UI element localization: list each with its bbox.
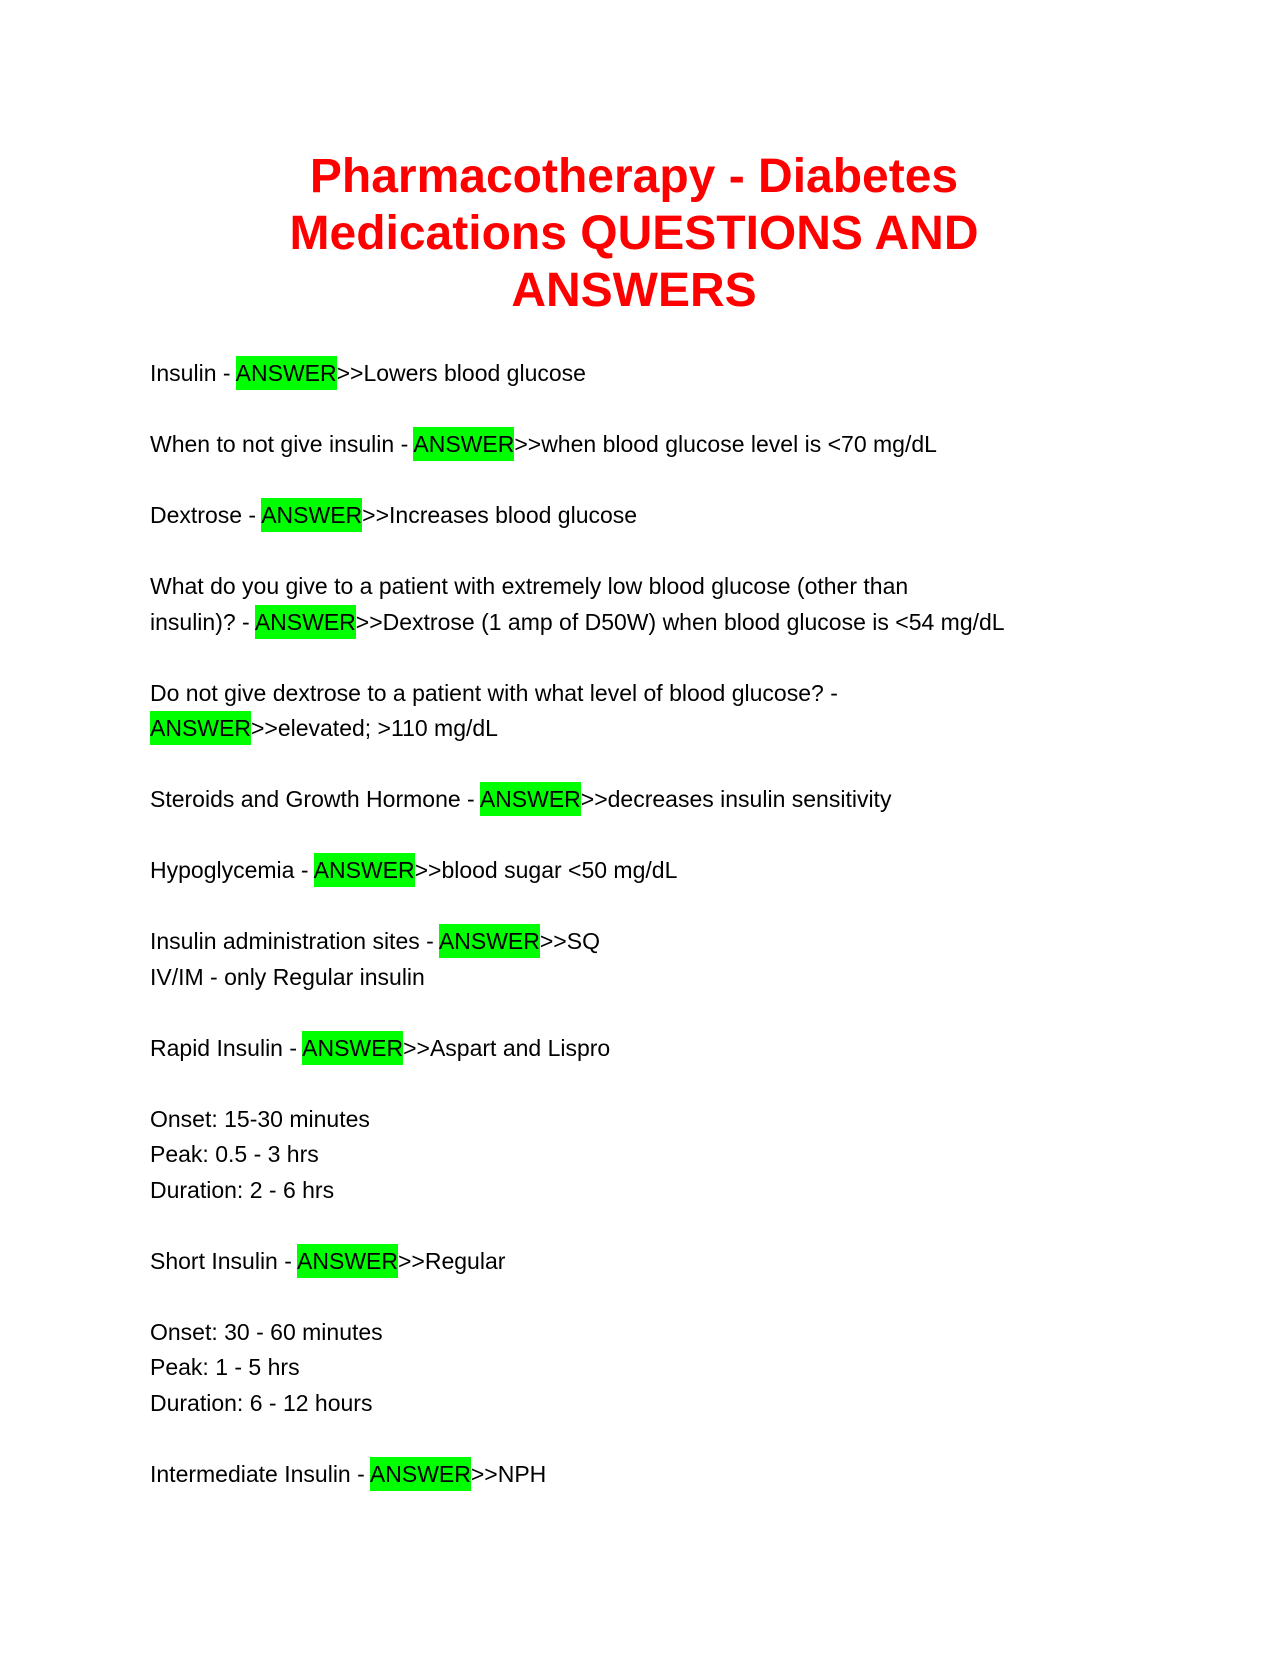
answer-label: ANSWER	[255, 605, 356, 639]
title-line: Medications QUESTIONS AND	[289, 207, 979, 260]
question-text: When to not give insulin -	[150, 431, 414, 457]
question-text: Hypoglycemia -	[150, 857, 314, 883]
answer-label: ANSWER	[236, 356, 337, 390]
question-text: Insulin -	[150, 360, 236, 386]
qa-line	[150, 1031, 1170, 1067]
title-line: ANSWERS	[511, 264, 757, 317]
qa-item	[150, 427, 1170, 463]
qa-item	[150, 498, 1170, 534]
answer-label: ANSWER	[413, 427, 514, 461]
document-title	[0, 148, 1268, 319]
qa-item	[150, 1457, 1170, 1493]
question-text: Insulin administration sites -	[150, 928, 439, 954]
answer-label: ANSWER	[439, 924, 540, 958]
question-text: Dextrose -	[150, 502, 262, 528]
qa-line	[150, 782, 1170, 818]
question-text: Short Insulin -	[150, 1247, 298, 1274]
detail-line: Duration: 6 - 12 hours	[150, 1389, 373, 1416]
answer-text: >>elevated; >110 mg/dL	[250, 715, 498, 741]
qa-line	[150, 427, 1170, 463]
answer-text: >>blood sugar <50 mg/dL	[414, 857, 678, 883]
qa-item	[150, 782, 1170, 818]
answer-label: ANSWER	[302, 1031, 403, 1065]
answer-label: ANSWER	[314, 853, 415, 887]
qa-item	[150, 356, 1170, 392]
answer-label: ANSWER	[150, 711, 251, 745]
answer-label: ANSWER	[480, 782, 581, 816]
qa-line	[150, 711, 1170, 747]
detail-line: Peak: 1 - 5 hrs	[150, 1354, 300, 1380]
qa-line	[150, 1244, 1170, 1280]
qa-line	[150, 356, 1170, 392]
detail-line: Duration: 2 - 6 hrs	[150, 1176, 335, 1203]
answer-extra: IV/IM - only Regular insulin	[150, 963, 425, 990]
qa-line	[150, 924, 1170, 960]
title-line: Pharmacotherapy - Diabetes	[309, 150, 959, 203]
answer-label: ANSWER	[370, 1457, 471, 1491]
question-text: What do you give to a patient with extremely low blood glucose (other than	[150, 573, 909, 599]
qa-line	[150, 853, 1170, 889]
answer-text: >>when blood glucose level is <70 mg/dL	[514, 431, 937, 457]
detail-line: Onset: 15-30 minutes	[150, 1105, 370, 1132]
question-text: Rapid Insulin -	[150, 1034, 303, 1061]
question-text: insulin)? -	[150, 608, 255, 635]
answer-text: >>SQ	[539, 928, 600, 954]
answer-label: ANSWER	[297, 1244, 398, 1278]
question-text: Do not give dextrose to a patient with what level of blood glucose? -	[150, 679, 838, 706]
answer-label: ANSWER	[261, 498, 362, 532]
answer-text: >>Aspart and Lispro	[403, 1034, 611, 1061]
details-block	[150, 1102, 1170, 1209]
qa-line	[150, 498, 1170, 534]
qa-list	[150, 356, 1170, 1528]
answer-text: >>Increases blood glucose	[362, 502, 638, 528]
qa-item	[150, 569, 1170, 640]
answer-text: >>Lowers blood glucose	[336, 360, 586, 386]
details-block	[150, 1315, 1170, 1422]
qa-item	[150, 853, 1170, 889]
qa-item	[150, 676, 1170, 747]
qa-line	[150, 605, 1170, 641]
answer-text: >>Dextrose (1 amp of D50W) when blood glucose is <54 mg/dL	[355, 608, 1005, 635]
answer-text: >>decreases insulin sensitivity	[580, 786, 892, 812]
question-text: Intermediate Insulin -	[150, 1460, 370, 1487]
qa-line	[150, 1457, 1170, 1493]
answer-text: >>NPH	[470, 1460, 547, 1487]
answer-text: >>Regular	[397, 1247, 506, 1274]
qa-item	[150, 924, 1170, 995]
question-text: Steroids and Growth Hormone -	[150, 786, 480, 812]
detail-line: Onset: 30 - 60 minutes	[150, 1318, 383, 1345]
qa-item	[150, 1031, 1170, 1067]
detail-line: Peak: 0.5 - 3 hrs	[150, 1141, 319, 1167]
qa-item	[150, 1244, 1170, 1280]
